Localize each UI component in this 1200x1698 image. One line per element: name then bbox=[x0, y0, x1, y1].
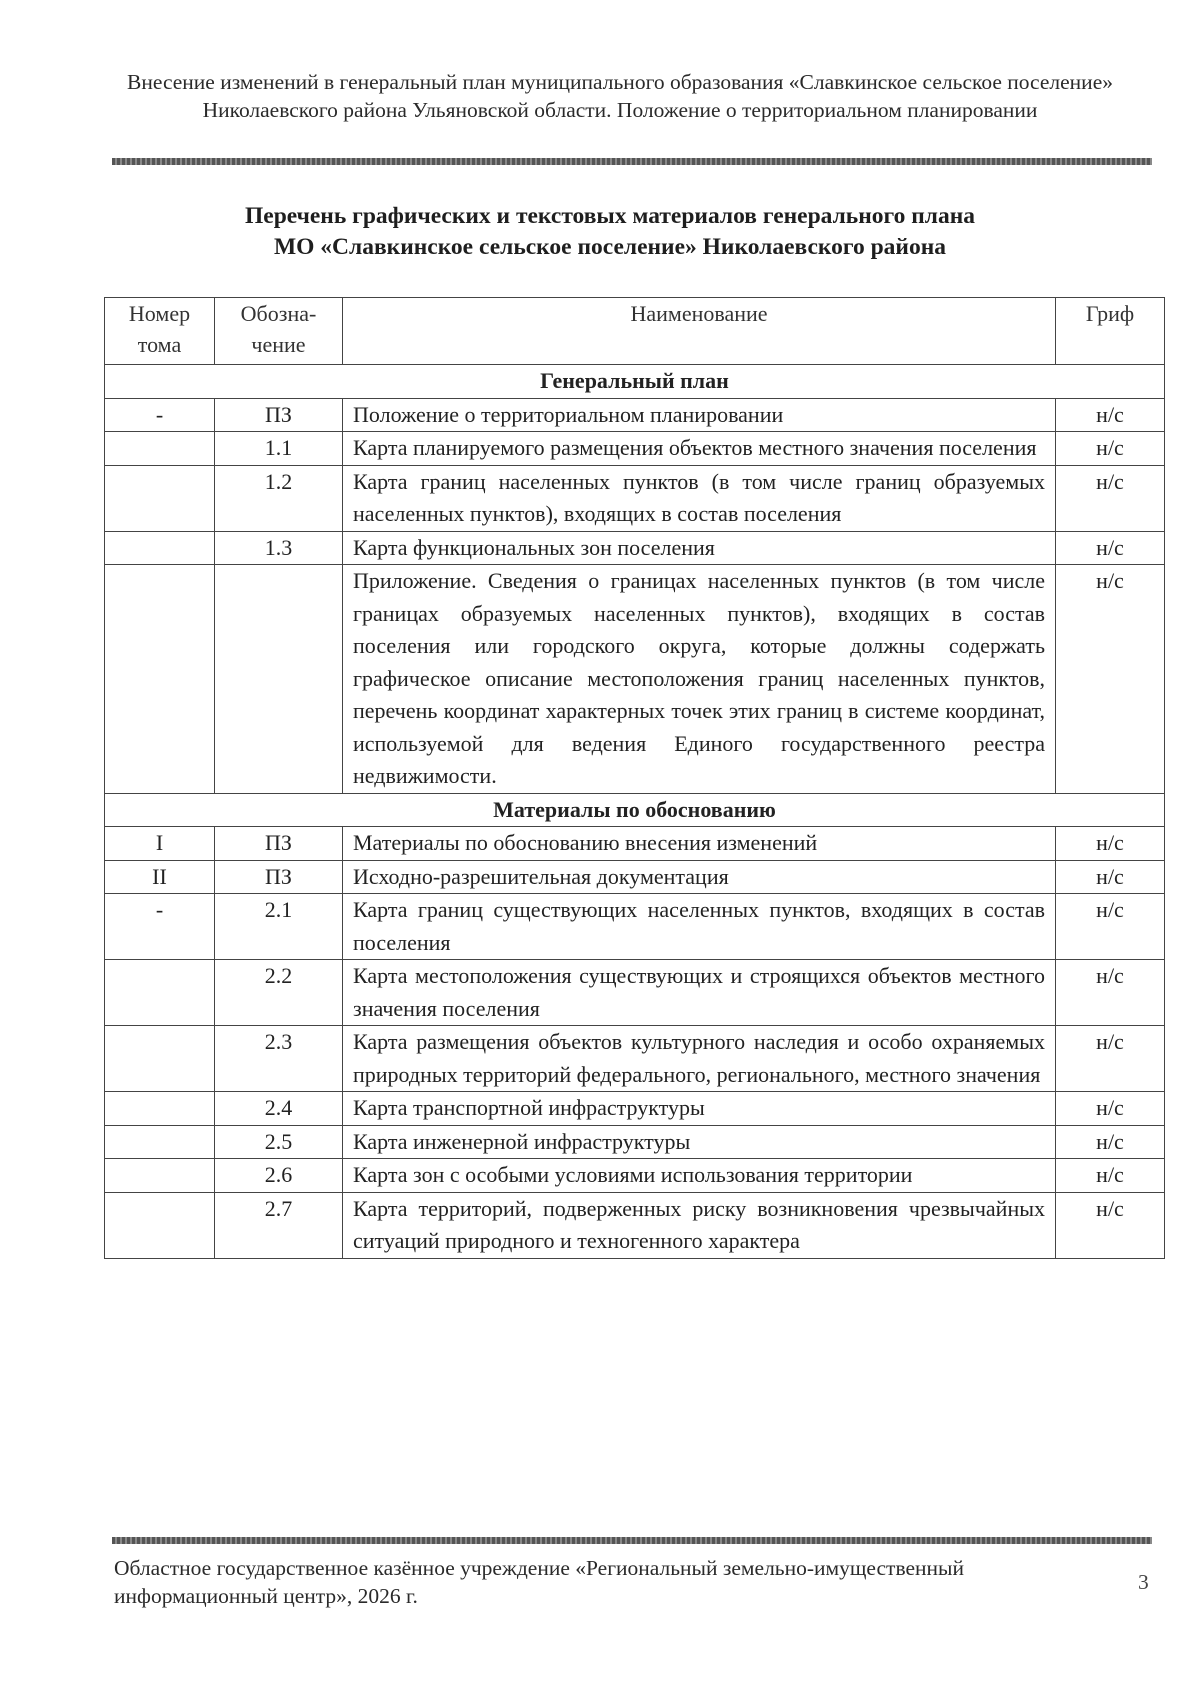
header-text: Внесение изменений в генеральный план муниципального образования «Славкинское сельское поселение» Николаевского района Ульяновской области. Положение о территориальном планировании bbox=[127, 70, 1113, 122]
cell-volume: I bbox=[105, 827, 215, 861]
materials-table bbox=[104, 297, 1165, 1259]
header-name: Наименование bbox=[343, 298, 1056, 365]
cell-code bbox=[215, 565, 343, 794]
table-header-row bbox=[105, 298, 1165, 365]
document-title bbox=[110, 201, 1110, 263]
cell-code: ПЗ bbox=[215, 398, 343, 432]
cell-name: Карта местоположения существующих и строящихся объектов местного значения поселения bbox=[343, 960, 1056, 1026]
cell-grif: н/с bbox=[1056, 960, 1165, 1026]
cell-volume: - bbox=[105, 398, 215, 432]
page-number: 3 bbox=[1138, 1570, 1149, 1594]
cell-name: Карта транспортной инфраструктуры bbox=[343, 1092, 1056, 1126]
cell-code: 2.3 bbox=[215, 1026, 343, 1092]
cell-name: Карта функциональных зон поселения bbox=[343, 531, 1056, 565]
cell-volume: II bbox=[105, 860, 215, 894]
cell-name: Карта планируемого размещения объектов местного значения поселения bbox=[343, 432, 1056, 466]
table-body bbox=[105, 365, 1165, 1259]
table-row bbox=[105, 894, 1165, 960]
header-volume: Номер тома bbox=[105, 298, 215, 365]
header-divider bbox=[112, 158, 1152, 165]
section-header-row bbox=[105, 365, 1165, 399]
page-footer bbox=[114, 1554, 1104, 1610]
header-code: Обозна-чение bbox=[215, 298, 343, 365]
cell-volume bbox=[105, 531, 215, 565]
page-header bbox=[110, 68, 1130, 124]
table-row bbox=[105, 432, 1165, 466]
cell-volume bbox=[105, 1092, 215, 1126]
cell-volume: - bbox=[105, 894, 215, 960]
table-row bbox=[105, 1159, 1165, 1193]
cell-code: 2.2 bbox=[215, 960, 343, 1026]
section-title: Генеральный план bbox=[105, 365, 1165, 399]
footer-divider bbox=[112, 1537, 1152, 1544]
table-row bbox=[105, 860, 1165, 894]
table-row bbox=[105, 465, 1165, 531]
cell-name: Положение о территориальном планировании bbox=[343, 398, 1056, 432]
cell-grif: н/с bbox=[1056, 565, 1165, 794]
cell-code: ПЗ bbox=[215, 860, 343, 894]
cell-code: ПЗ bbox=[215, 827, 343, 861]
cell-volume bbox=[105, 1026, 215, 1092]
cell-code: 2.1 bbox=[215, 894, 343, 960]
cell-grif: н/с bbox=[1056, 1092, 1165, 1126]
cell-grif: н/с bbox=[1056, 827, 1165, 861]
cell-name: Карта инженерной инфраструктуры bbox=[343, 1125, 1056, 1159]
section-title: Материалы по обоснованию bbox=[105, 793, 1165, 827]
footer-text: Областное государственное казённое учреждение «Региональный земельно-имущественный информационный центр», 2026 г. bbox=[114, 1556, 964, 1608]
cell-code: 2.5 bbox=[215, 1125, 343, 1159]
cell-code: 2.4 bbox=[215, 1092, 343, 1126]
cell-name: Карта размещения объектов культурного наследия и особо охраняемых природных территорий федерального, регионального, местного значения bbox=[343, 1026, 1056, 1092]
header-grif: Гриф bbox=[1056, 298, 1165, 365]
cell-name: Карта границ населенных пунктов (в том числе границ образуемых населенных пунктов), входящих в состав поселения bbox=[343, 465, 1056, 531]
cell-grif: н/с bbox=[1056, 398, 1165, 432]
cell-grif: н/с bbox=[1056, 1159, 1165, 1193]
cell-code: 1.1 bbox=[215, 432, 343, 466]
title-line-1: Перечень графических и текстовых материалов генерального плана bbox=[245, 203, 975, 229]
cell-name: Материалы по обоснованию внесения изменений bbox=[343, 827, 1056, 861]
table-row bbox=[105, 398, 1165, 432]
cell-name: Карта границ существующих населенных пунктов, входящих в состав поселения bbox=[343, 894, 1056, 960]
table-row bbox=[105, 827, 1165, 861]
cell-code: 1.3 bbox=[215, 531, 343, 565]
table-row bbox=[105, 1026, 1165, 1092]
cell-volume bbox=[105, 465, 215, 531]
cell-grif: н/с bbox=[1056, 531, 1165, 565]
cell-grif: н/с bbox=[1056, 465, 1165, 531]
cell-name: Карта зон с особыми условиями использования территории bbox=[343, 1159, 1056, 1193]
cell-name: Приложение. Сведения о границах населенных пунктов (в том числе границах образуемых населенных пунктов), входящих в состав поселения или городского округа, которые должны содержать графическое описание местоположения границ населенных пунктов, перечень координат характерных точек этих границ в системе координат, используемой для ведения Единого государственного реестра недвижимости. bbox=[343, 565, 1056, 794]
cell-code: 1.2 bbox=[215, 465, 343, 531]
cell-name: Исходно-разрешительная документация bbox=[343, 860, 1056, 894]
cell-grif: н/с bbox=[1056, 894, 1165, 960]
cell-volume bbox=[105, 1159, 215, 1193]
table-row bbox=[105, 565, 1165, 794]
table-row bbox=[105, 531, 1165, 565]
table-row bbox=[105, 1125, 1165, 1159]
cell-grif: н/с bbox=[1056, 860, 1165, 894]
cell-name: Карта территорий, подверженных риску возникновения чрезвычайных ситуаций природного и техногенного характера bbox=[343, 1192, 1056, 1258]
cell-code: 2.7 bbox=[215, 1192, 343, 1258]
cell-volume bbox=[105, 1125, 215, 1159]
cell-volume bbox=[105, 432, 215, 466]
cell-grif: н/с bbox=[1056, 1026, 1165, 1092]
table-row bbox=[105, 1192, 1165, 1258]
cell-code: 2.6 bbox=[215, 1159, 343, 1193]
cell-grif: н/с bbox=[1056, 1125, 1165, 1159]
table-row bbox=[105, 1092, 1165, 1126]
cell-volume bbox=[105, 960, 215, 1026]
cell-grif: н/с bbox=[1056, 1192, 1165, 1258]
section-header-row bbox=[105, 793, 1165, 827]
cell-volume bbox=[105, 1192, 215, 1258]
title-line-2: МО «Славкинское сельское поселение» Николаевского района bbox=[273, 234, 947, 260]
cell-grif: н/с bbox=[1056, 432, 1165, 466]
cell-volume bbox=[105, 565, 215, 794]
table-row bbox=[105, 960, 1165, 1026]
